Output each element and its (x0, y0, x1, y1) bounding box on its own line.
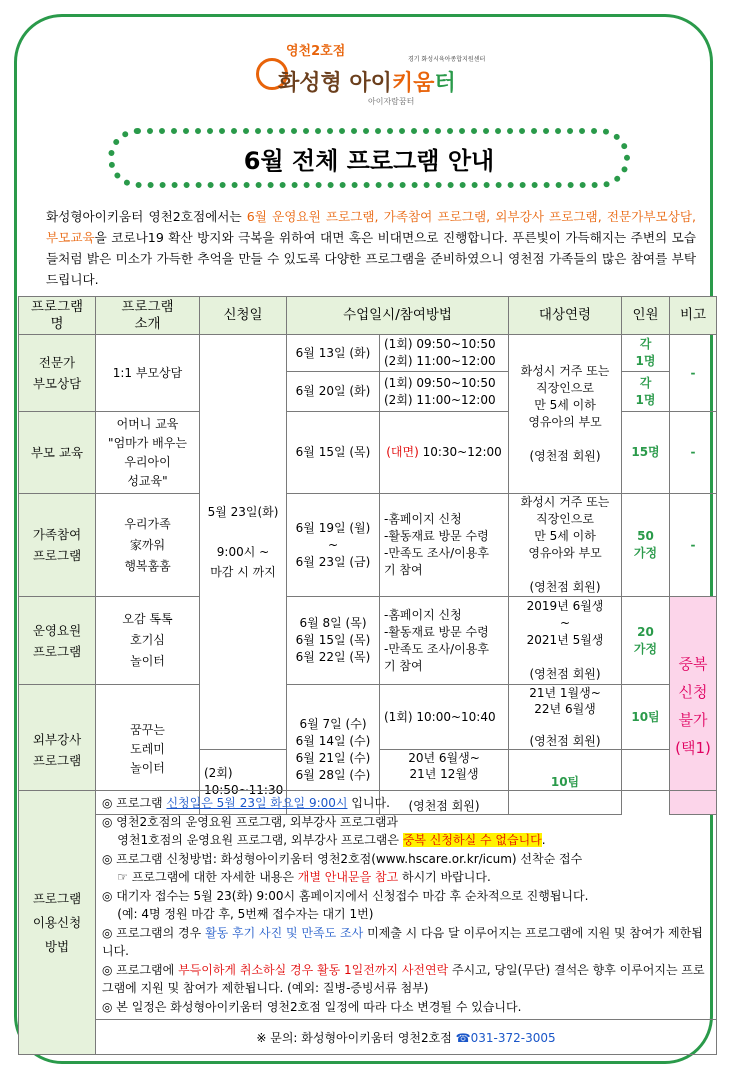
program-name-family: 가족참여 프로그램 (19, 494, 96, 597)
program-intro-staff: 오감 톡톡 호기심 놀이터 (96, 597, 200, 685)
external-people-2: 10팀 (509, 750, 622, 815)
edu-date: 6월 15일 (목) (287, 412, 380, 494)
family-method: -홈페이지 신청 -활동재료 방문 수령 -만족도 조사/이용후 기 참여 (380, 494, 509, 597)
counsel-people-1: 각 1명 (622, 335, 670, 372)
header-people: 인원 (622, 297, 670, 335)
counsel-date-2: 6월 20일 (화) (287, 372, 380, 412)
note-6: ◎ 프로그램에 부득이하게 취소하실 경우 활동 1일전까지 사전연락 주시고, 당일(무단) 결석은 향후 이루어지는 프로그램에 지원 및 참여가 제한됩니다. (예외: 질병-증빙서류 첨부) (102, 962, 705, 995)
counsel-time-1: (1회) 09:50~10:50 (2회) 11:00~12:00 (380, 335, 509, 372)
family-target: 화성시 거주 또는 직장인으로 만 5세 이하 영유아와 부모 (영천점 회원) (509, 494, 622, 597)
external-target-2: 20년 6월생~ 21년 12월생 (영천점 회원) (380, 750, 509, 815)
note-3a: ◎ 프로그램 신청방법: 화성형아이키움터 영천2호점(www.hscare.or.kr/icum) 선착순 접수 (102, 851, 583, 866)
contact-line: ※ 문의: 화성형아이키움터 영천2호점 ☎031-372-3005 (96, 1020, 717, 1055)
notes-table (18, 790, 717, 1055)
external-people-1: 10팀 (622, 685, 670, 750)
counsel-date-1: 6월 13일 (화) (287, 335, 380, 372)
phone-number: ☎031-372-3005 (455, 1030, 556, 1045)
note-5: ◎ 프로그램의 경우 활동 후기 사진 및 만족도 조사 미제출 시 다음 달 이루어지는 프로그램에 지원 및 참여가 제한됩니다. (102, 925, 703, 958)
note-4a: ◎ 대기자 접수는 5월 23(화) 9:00시 홈페이지에서 신청접수 마감 후 순차적으로 진행됩니다. (102, 888, 589, 903)
program-name-counsel: 전문가 부모상담 (19, 335, 96, 412)
program-intro-family: 우리가족 家까워 행복훔훔 (96, 494, 200, 597)
logo-branch: 영천2호점 (286, 44, 346, 59)
title-box (108, 128, 630, 188)
apply-date: 5월 23일(화) 9:00시 ~ 마감 시 까지 (200, 335, 287, 750)
note-4b: (예: 4명 정원 마감 후, 5번째 접수자는 대기 1번) (102, 907, 374, 921)
staff-people: 20 가정 (622, 597, 670, 685)
header-apply: 신청일 (200, 297, 287, 335)
staff-date: 6월 8일 (목) 6월 15일 (목) 6월 22일 (목) (287, 597, 380, 685)
external-date: 6월 7일 (수) 6월 14일 (수) 6월 21일 (수) 6월 28일 (수) (287, 685, 380, 815)
program-name-staff: 운영요원 프로그램 (19, 597, 96, 685)
counsel-target: 화성시 거주 또는 직장인으로 만 5세 이하 영유아의 부모 (영천점 회원) (509, 335, 622, 494)
header-program: 프로그램 명 (19, 297, 96, 335)
intro-paragraph: 화성형아이키움터 영천2호점에서는 6월 운영요원 프로그램, 가족참여 프로그램, 외부강사 프로그램, 전문가부모상담, 부모교육을 코로나19 확산 방지와 극복을 위하여 대면 혹은 비대면으로 진행합니다. 푸른빛이 가득해지는 주변의 모습들처럼 밝은 미소가 가득한 추억을 만들 수 있도록 다양한 프로그램을 준비하였으니 영천점 가족들의 많은 참여를 부탁드립니다. (46, 209, 696, 287)
logo-org: 경기 화성시육아종합지원센터 (408, 56, 486, 63)
counsel-note: - (670, 335, 717, 412)
edu-time: (대면) 10:30~12:00 (380, 412, 509, 494)
family-date: 6월 19일 (월) ~ 6월 23일 (금) (287, 494, 380, 597)
page-title: 6월 전체 프로그램 안내 (243, 146, 495, 175)
duplicate-note: 중복 신청 불가 (택1) (670, 597, 717, 815)
note-2b: 영천1호점의 운영요원 프로그램, 외부강사 프로그램은 중복 신청하실 수 없습니다. (102, 833, 546, 847)
header-note: 비고 (670, 297, 717, 335)
counsel-time-2: (1회) 09:50~10:50 (2회) 11:00~12:00 (380, 372, 509, 412)
header-target: 대상연령 (509, 297, 622, 335)
program-intro-edu: 어머니 교육 "엄마가 배우는 우리아이 성교육" (96, 412, 200, 494)
notes-label: 프로그램 이용신청 방법 (19, 791, 96, 1055)
external-target-1: 21년 1월생~ 22년 6월생 (영천점 회원) (509, 685, 622, 750)
note-1: ◎ 프로그램 신청일은 5월 23일 화요일 9:00시 입니다. (102, 796, 390, 810)
staff-method: -홈페이지 신청 -활동재료 방문 수령 -만족도 조사/이용후 기 참여 (380, 597, 509, 685)
note-3b: ☞ 프로그램에 대한 자세한 내용은 개별 안내문을 참고 하시기 바랍니다. (102, 870, 491, 884)
family-people: 50 가정 (622, 494, 670, 597)
counsel-people-2: 각 1명 (622, 372, 670, 412)
edu-people: 15명 (622, 412, 670, 494)
logo (258, 38, 498, 110)
program-intro-counsel: 1:1 부모상담 (96, 335, 200, 412)
header-schedule: 수업일시/참여방법 (287, 297, 509, 335)
program-table (18, 296, 717, 815)
note-7: ◎ 본 일정은 화성형아이키움터 영천2호점 일정에 따라 다소 변경될 수 있습니다. (102, 999, 522, 1014)
logo-name: 화성형 아이키움터 (278, 71, 456, 96)
family-note: - (670, 494, 717, 597)
note-2a: ◎ 영천2호점의 운영요원 프로그램, 외부강사 프로그램과 (102, 814, 399, 829)
program-intro-external: 꿈꾸는 도레미 놀이터 (96, 685, 200, 815)
header-intro: 프로그램 소개 (96, 297, 200, 335)
staff-target: 2019년 6월생 ~ 2021년 5월생 (영천점 회원) (509, 597, 622, 685)
logo-tagline: 아이자람꿈터 (368, 97, 415, 106)
external-time-2: (2회) 10:50~11:30 (200, 750, 287, 815)
edu-note: - (670, 412, 717, 494)
notes-list (96, 791, 717, 1020)
external-time-1: (1회) 10:00~10:40 (380, 685, 509, 750)
program-name-external: 외부강사 프로그램 (19, 685, 96, 815)
program-name-edu: 부모 교육 (19, 412, 96, 494)
